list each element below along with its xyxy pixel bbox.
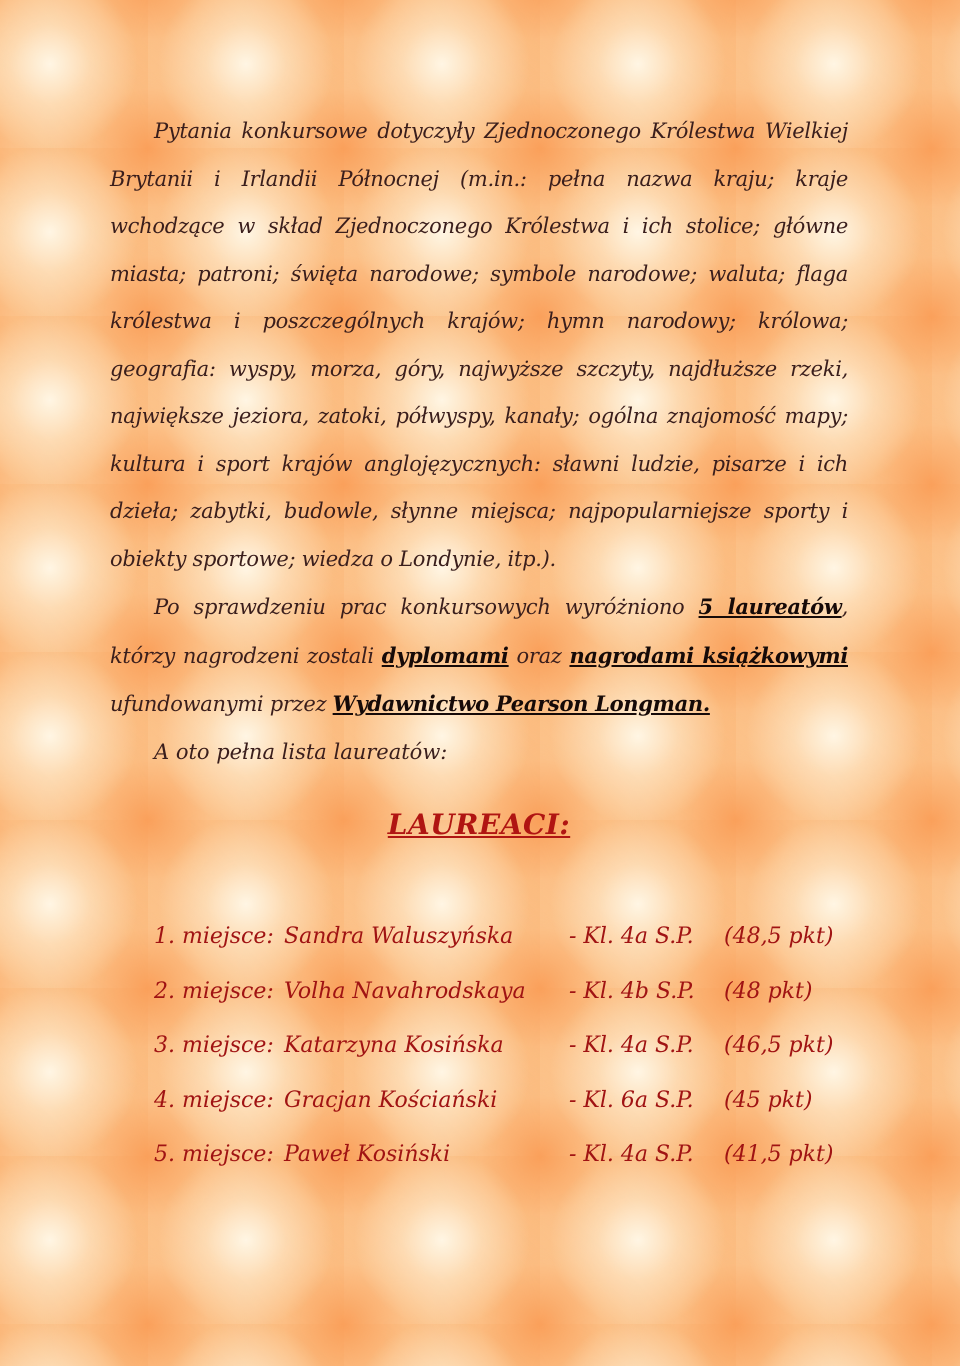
- winner-class: - Kl. 4a S.P.: [569, 924, 694, 949]
- laureates-heading: LAUREACI:: [387, 808, 571, 841]
- winner-name: Sandra Waluszyńska: [284, 924, 514, 949]
- winner-row: [154, 916, 854, 971]
- winner-name: Gracjan Kościański: [284, 1087, 498, 1113]
- winner-place: 4. miejsce:: [154, 1087, 274, 1113]
- winner-row: [154, 1025, 854, 1080]
- winner-place: 1. miejsce:: [154, 924, 274, 949]
- intro-paragraph: Pytania konkursowe dotyczyły Zjednoczonego Królestwa Wielkiej Brytanii i Irlandii Północnej (m.in.: pełna nazwa kraju; kraje wchodzące w skład Zjednoczonego Królestwa i ich stolice; główne miasta; patroni; święta narodowe; symbole narodowe; waluta; flaga królestwa i poszczególnych krajów; hymn narodowy; królowa; geografia: wyspy, morza, góry, najwyższe szczyty, najdłuższe rzeki, największe jeziora, zatoki, półwyspy, kanały; ogólna znajomość mapy; kultura i sport krajów anglojęzycznych: sławni ludzie, pisarze i ich dzieła; zabytki, budowle, słynne miejsca; najpopularniejsze sporty i obiekty sportowe; wiedza o Londynie, itp.).: [110, 119, 848, 571]
- winner-place: 2. miejsce:: [154, 978, 274, 1004]
- winners-list: [154, 916, 854, 1189]
- prizes-highlight: nagrodami książkowymi: [569, 642, 848, 668]
- winner-row: [154, 1080, 854, 1135]
- winner-name: Volha Navahrodskaya: [284, 978, 526, 1004]
- winner-class: - Kl. 4a S.P.: [569, 1033, 694, 1058]
- winner-score: (48 pkt): [724, 978, 813, 1004]
- award-text-3: oraz: [508, 643, 570, 668]
- document-page: [110, 108, 849, 1167]
- winner-score: (41,5 pkt): [724, 1142, 834, 1167]
- award-text-4: ufundowanymi przez: [110, 692, 333, 716]
- winner-score: (48,5 pkt): [724, 924, 834, 949]
- winner-name: Katarzyna Kosińska: [284, 1033, 504, 1058]
- award-text-1: Po sprawdzeniu prac konkursowych wyróżniono: [154, 595, 699, 619]
- award-paragraph: [110, 583, 848, 729]
- winner-row: [154, 971, 854, 1026]
- publisher-highlight: Wydawnictwo Pearson Longman.: [332, 691, 710, 716]
- list-intro: A oto pełna lista laureatów:: [154, 739, 448, 764]
- laureates-count: 5 laureatów: [698, 594, 842, 619]
- diplomas-highlight: dyplomami: [381, 642, 509, 668]
- winner-row: [154, 1134, 854, 1189]
- winner-place: 3. miejsce:: [154, 1033, 274, 1058]
- winner-class: - Kl. 4b S.P.: [569, 978, 695, 1004]
- winner-place: 5. miejsce:: [154, 1142, 274, 1167]
- winner-class: - Kl. 6a S.P.: [569, 1087, 694, 1113]
- award-text-2: , którzy nagrodzeni zostali: [110, 595, 849, 668]
- winner-class: - Kl. 4a S.P.: [569, 1142, 694, 1167]
- winner-name: Paweł Kosiński: [284, 1142, 451, 1167]
- winner-score: (46,5 pkt): [724, 1033, 834, 1058]
- winner-score: (45 pkt): [724, 1087, 813, 1113]
